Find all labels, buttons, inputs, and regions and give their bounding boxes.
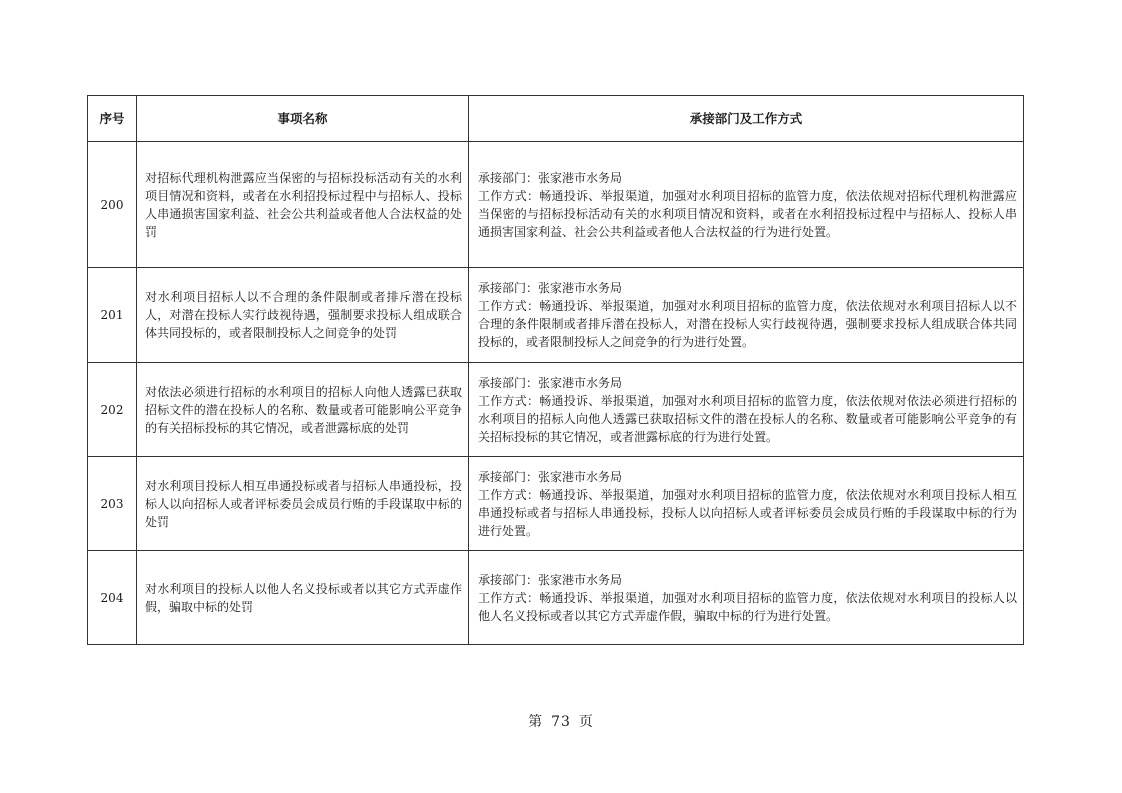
row-dept-line: 承接部门：张家港市水务局: [478, 170, 623, 185]
row-dept-cell: [469, 363, 1024, 457]
page-number: 73: [551, 714, 571, 730]
row-dept-line: 承接部门：张家港市水务局: [478, 469, 623, 484]
row-num: 203: [88, 457, 137, 551]
header-num: 序号: [88, 96, 137, 142]
row-work-method: 工作方式：畅通投诉、举报渠道，加强对水利项目招标的监管力度，依法依规对招标代理机构泄露应当保密的与招标投标活动有关的水利项目情况和资料，或者在水利招投标过程中与招标人、投标人串通损害国家利益、社会公共利益或者他人合法权益的行为进行处置。: [478, 188, 1017, 239]
row-item-name: 对依法必须进行招标的水利项目的招标人向他人透露已获取招标文件的潜在投标人的名称、数量或者可能影响公平竞争的有关招标投标的其它情况，或者泄露标底的处罚: [137, 363, 469, 457]
table-row: [88, 268, 1024, 363]
header-name: 事项名称: [137, 96, 469, 142]
items-table: [87, 95, 1024, 645]
header-dept: 承接部门及工作方式: [469, 96, 1024, 142]
row-dept-cell: [469, 457, 1024, 551]
row-work-method: 工作方式：畅通投诉、举报渠道，加强对水利项目招标的监管力度，依法依规对水利项目投标人相互串通投标或者与招标人串通投标，投标人以向招标人或者评标委员会成员行贿的手段谋取中标的行为进行处置。: [478, 487, 1017, 538]
row-dept-line: 承接部门：张家港市水务局: [478, 572, 623, 587]
row-dept-line: 承接部门：张家港市水务局: [478, 281, 623, 295]
table-row: [88, 551, 1024, 645]
row-num: 202: [88, 363, 137, 457]
table-row: [88, 457, 1024, 551]
row-item-name: 对水利项目投标人相互串通投标或者与招标人串通投标，投标人以向招标人或者评标委员会成员行贿的手段谋取中标的处罚: [137, 457, 469, 551]
row-item-name: 对水利项目的投标人以他人名义投标或者以其它方式弄虚作假，骗取中标的处罚: [137, 551, 469, 645]
table-row: [88, 142, 1024, 268]
row-dept-line: 承接部门：张家港市水务局: [478, 375, 623, 390]
row-dept-cell: [469, 268, 1024, 363]
row-work-method: 工作方式：畅通投诉、举报渠道，加强对水利项目招标的监管力度，依法依规对依法必须进行招标的水利项目的招标人向他人透露已获取招标文件的潜在投标人的名称、数量或者可能影响公平竞争的有关招标投标的其它情况，或者泄露标底的行为进行处置。: [478, 393, 1017, 444]
row-dept-cell: [469, 142, 1024, 268]
row-work-method: 工作方式：畅通投诉、举报渠道，加强对水利项目招标的监管力度，依法依规对水利项目招标人以不合理的条件限制或者排斥潜在投标人，对潜在投标人实行歧视待遇，强制要求投标人组成联合体共同投标的，或者限制投标人之间竞争的行为进行处置。: [478, 299, 1017, 349]
row-num: 204: [88, 551, 137, 645]
row-num: 201: [88, 268, 137, 363]
row-item-name: 对招标代理机构泄露应当保密的与招标投标活动有关的水利项目情况和资料，或者在水利招投标过程中与招标人、投标人串通损害国家利益、社会公共利益或者他人合法权益的处罚: [137, 142, 469, 268]
row-dept-cell: [469, 551, 1024, 645]
page-suffix: 页: [578, 714, 594, 730]
page-prefix: 第: [528, 714, 544, 730]
row-num: 200: [88, 142, 137, 268]
table-row: [88, 363, 1024, 457]
page-footer: [0, 711, 1122, 731]
row-item-name: 对水利项目招标人以不合理的条件限制或者排斥潜在投标人，对潜在投标人实行歧视待遇，强制要求投标人组成联合体共同投标的，或者限制投标人之间竞争的处罚: [137, 268, 469, 363]
row-work-method: 工作方式：畅通投诉、举报渠道，加强对水利项目招标的监管力度，依法依规对水利项目的投标人以他人名义投标或者以其它方式弄虚作假，骗取中标的行为进行处置。: [478, 590, 1017, 623]
table-header-row: [88, 96, 1024, 142]
